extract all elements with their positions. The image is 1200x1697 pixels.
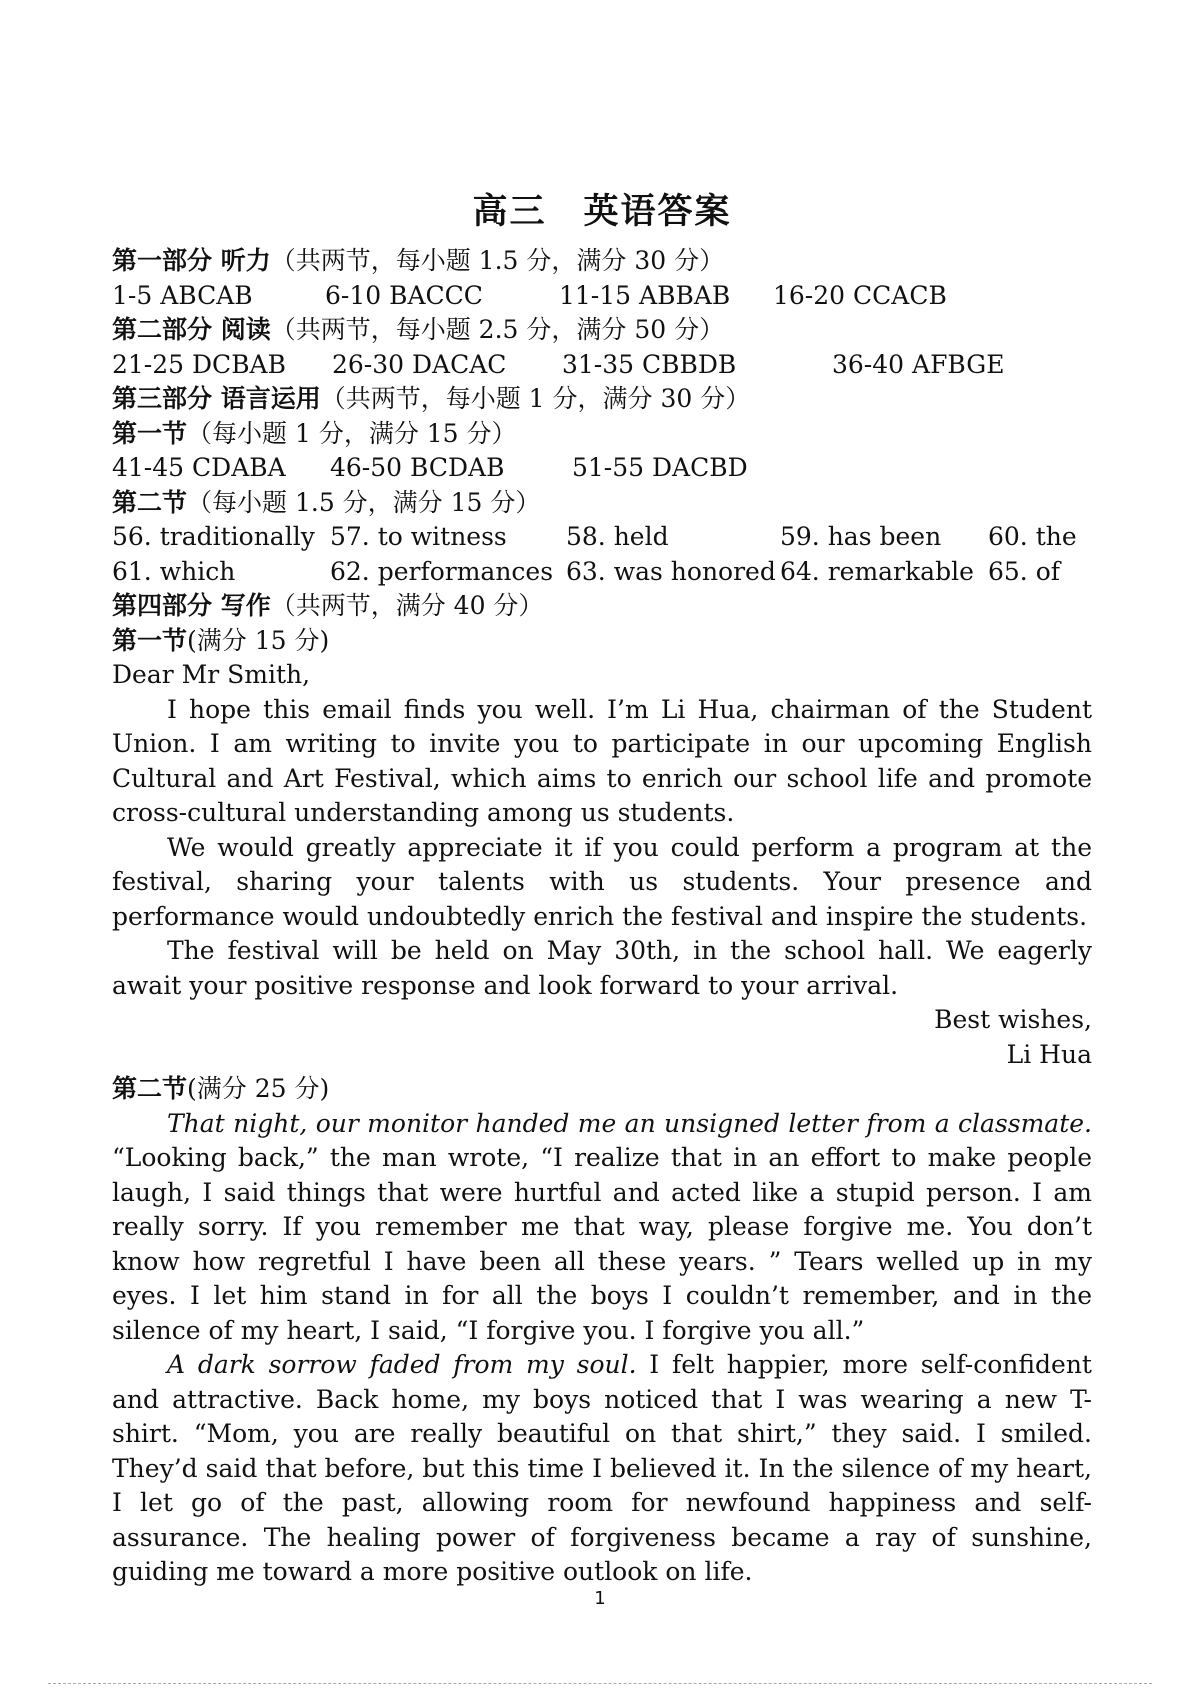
answer-item: 61. which xyxy=(112,556,236,586)
story-lead-sentence: A dark sorrow faded from my soul. xyxy=(167,1350,637,1379)
story-paragraph: A dark sorrow faded from my soul. I felt happier, more self-confident and attractive. Back home, my boys noticed that I was wearing a new T-shirt. “Mom, you are really beautiful on that shirt,” they said. I smiled. They’d said that before, but this time I believed it. In the silence of my heart, I let go of the past, allowing room for newfound happiness and self-assurance. The healing power of forgiveness became a ray of sunshine, guiding me toward a more positive outlook on life. xyxy=(112,1350,1092,1586)
letter-paragraph: We would greatly appreciate it if you could perform a program at the festival, sharing your talents with us students. Your presence and performance would undoubtedly enrich the festival and inspire the students. xyxy=(112,832,1092,931)
letter-paragraph: The festival will be held on May 30th, in the school hall. We eagerly await your positive response and look forward to your arrival. xyxy=(112,936,1092,1000)
part4-section2-heading: 第二节(满分 25 分) xyxy=(112,1074,330,1103)
answer-group: 21-25 DCBAB xyxy=(112,349,286,379)
answer-item: 58. held xyxy=(566,522,669,551)
answer-item: 57. to witness xyxy=(330,522,507,551)
answer-group: 11-15 ABBAB xyxy=(559,280,731,310)
part2-note: （共两节，每小题 2.5 分，满分 50 分） xyxy=(270,315,725,344)
answer-group: 46-50 BCDAB xyxy=(330,453,505,482)
part3-note: （共两节，每小题 1 分，满分 30 分） xyxy=(320,384,751,413)
part2-heading: 第二部分 阅读（共两节，每小题 2.5 分，满分 50 分） xyxy=(112,315,725,344)
part3-heading: 第三部分 语言运用（共两节，每小题 1 分，满分 30 分） xyxy=(112,384,751,413)
answer-group: 41-45 CDABA xyxy=(112,453,286,482)
part3-section1-answers xyxy=(112,451,1092,486)
part3-section2-row2 xyxy=(112,555,1092,590)
footer-divider xyxy=(48,1683,1152,1684)
part4-note: （共两节，满分 40 分） xyxy=(270,591,544,620)
part1-answers xyxy=(112,279,1092,314)
letter-signature: Li Hua xyxy=(1006,1039,1092,1069)
part4-section1-heading: 第一节(满分 15 分) xyxy=(112,625,330,655)
answer-group: 26-30 DACAC xyxy=(332,349,507,379)
answer-item: 65. of xyxy=(988,556,1061,586)
part1-note: （共两节，每小题 1.5 分，满分 30 分） xyxy=(270,246,725,275)
letter-paragraph: I hope this email finds you well. I’m Li Hua, chairman of the Student Union. I am writing to invite you to participate in our upcoming English Cultural and Art Festival, which aims to enrich our school life and promote cross-cultural understanding among us students. xyxy=(112,694,1092,827)
story-lead-sentence: That night, our monitor handed me an unsigned letter from a classmate. xyxy=(167,1108,1092,1138)
letter-salutation: Dear Mr Smith, xyxy=(112,660,311,689)
part3-section1-heading: 第一节（每小题 1 分，满分 15 分） xyxy=(112,418,517,448)
part2-answers xyxy=(112,348,1092,383)
answer-group: 36-40 AFBGE xyxy=(832,349,1005,379)
answer-item: 63. was honored xyxy=(566,556,776,586)
answer-group: 1-5 ABCAB xyxy=(112,280,253,310)
answer-item: 56. traditionally xyxy=(112,522,315,551)
letter-closing: Best wishes, xyxy=(934,1005,1092,1034)
answer-group: 6-10 BACCC xyxy=(325,280,483,310)
answer-group: 51-55 DACBD xyxy=(572,453,748,482)
page-title: 高三 英语答案 xyxy=(472,191,732,232)
story-paragraph: That night, our monitor handed me an unsigned letter from a classmate. “Looking back,” the man wrote, “I realize that in an effort to make people laugh, I said things that were hurtful and acted like a stupid person. I am really sorry. If you remember me that way, please forgive me. You don’t know how regretful I have been all these years. ” Tears welled up in my eyes. I let him stand in for all the boys I couldn’t remember, and in the silence of my heart, I said, “I forgive you. I forgive you all.” xyxy=(112,1108,1092,1345)
answer-item: 64. remarkable xyxy=(780,556,974,586)
answer-item: 60. the xyxy=(988,522,1077,551)
page-number: 1 xyxy=(594,1588,606,1609)
answer-group: 16-20 CCACB xyxy=(773,280,947,310)
part3-section2-row1 xyxy=(112,520,1092,555)
answer-item: 62. performances xyxy=(330,556,554,586)
part3-section2-heading: 第二节（每小题 1.5 分，满分 15 分） xyxy=(112,487,541,517)
answer-sheet xyxy=(112,186,1092,1590)
part4-heading: 第四部分 写作（共两节，满分 40 分） xyxy=(112,591,544,620)
part1-heading: 第一部分 听力（共两节，每小题 1.5 分，满分 30 分） xyxy=(112,246,725,275)
answer-group: 31-35 CBBDB xyxy=(562,349,737,379)
answer-item: 59. has been xyxy=(780,522,942,551)
